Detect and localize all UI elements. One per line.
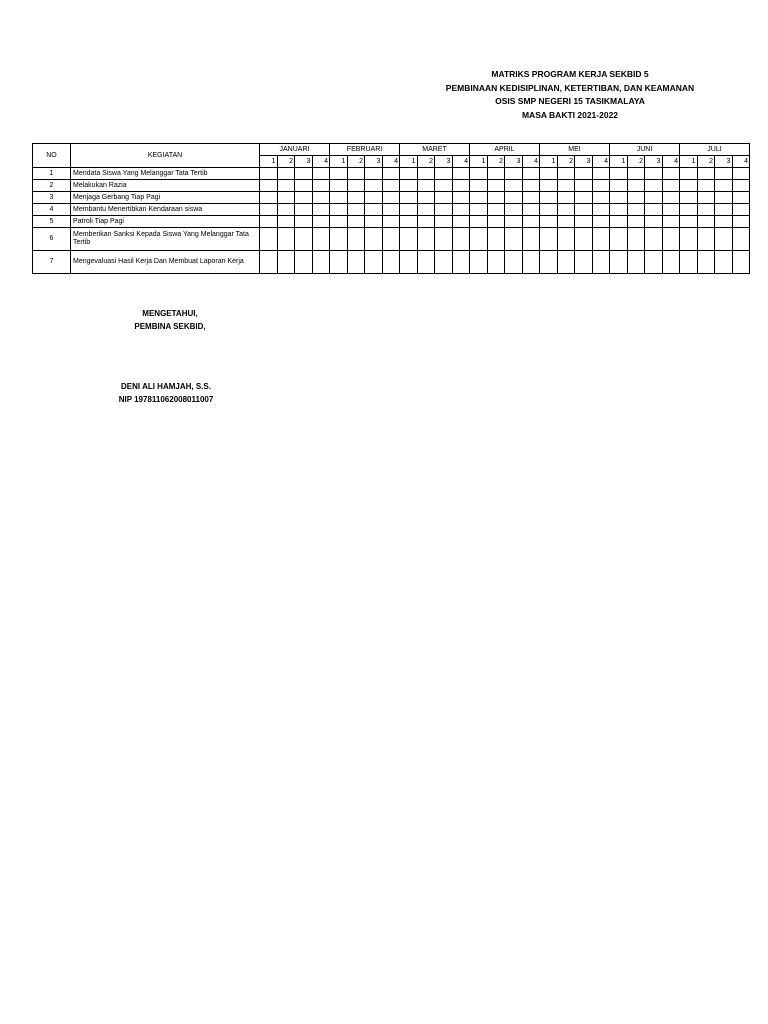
schedule-cell: [505, 216, 523, 228]
schedule-cell: [592, 180, 610, 192]
activity-cell: Mendata Siswa Yang Melanggar Tata Tertib: [71, 168, 260, 180]
schedule-cell: [715, 180, 733, 192]
schedule-cell: [295, 168, 313, 180]
schedule-cell: [540, 228, 558, 251]
schedule-cell: [382, 192, 400, 204]
schedule-cell: [540, 216, 558, 228]
schedule-cell: [400, 180, 418, 192]
month-header: JANUARI: [260, 144, 330, 156]
schedule-cell: [645, 228, 663, 251]
schedule-cell: [575, 216, 593, 228]
schedule-cell: [452, 204, 470, 216]
schedule-cell: [697, 204, 715, 216]
schedule-cell: [697, 228, 715, 251]
schedule-cell: [697, 168, 715, 180]
schedule-cell: [365, 168, 383, 180]
week-header: 3: [575, 156, 593, 168]
schedule-cell: [575, 228, 593, 251]
schedule-cell: [610, 168, 628, 180]
schedule-cell: [680, 192, 698, 204]
schedule-cell: [715, 168, 733, 180]
schedule-cell: [417, 228, 435, 251]
schedule-cell: [277, 216, 295, 228]
week-header: 4: [732, 156, 750, 168]
schedule-cell: [575, 180, 593, 192]
week-header: 2: [277, 156, 295, 168]
schedule-cell: [715, 228, 733, 251]
schedule-cell: [522, 251, 540, 274]
schedule-cell: [505, 180, 523, 192]
schedule-cell: [610, 228, 628, 251]
schedule-cell: [347, 204, 365, 216]
schedule-cell: [715, 204, 733, 216]
schedule-cell: [592, 251, 610, 274]
schedule-cell: [715, 192, 733, 204]
activity-header: KEGIATAN: [71, 144, 260, 168]
schedule-cell: [505, 192, 523, 204]
table-row: [33, 251, 750, 274]
schedule-cell: [680, 228, 698, 251]
schedule-cell: [540, 251, 558, 274]
week-header: 2: [347, 156, 365, 168]
schedule-cell: [400, 204, 418, 216]
schedule-cell: [662, 168, 680, 180]
schedule-cell: [662, 216, 680, 228]
schedule-cell: [330, 168, 348, 180]
schedule-cell: [732, 251, 750, 274]
schedule-cell: [627, 216, 645, 228]
table-row: [33, 192, 750, 204]
schedule-cell: [330, 204, 348, 216]
row-number: 6: [33, 228, 71, 251]
schedule-cell: [697, 192, 715, 204]
schedule-cell: [417, 204, 435, 216]
schedule-cell: [435, 180, 453, 192]
schedule-cell: [645, 216, 663, 228]
week-header: 1: [680, 156, 698, 168]
signatory-name: DENI ALI HAMJAH, S.S.: [121, 382, 211, 391]
week-header: 3: [645, 156, 663, 168]
week-header: 2: [557, 156, 575, 168]
schedule-cell: [295, 228, 313, 251]
schedule-cell: [277, 168, 295, 180]
schedule-cell: [732, 180, 750, 192]
schedule-cell: [365, 251, 383, 274]
activity-cell: Mengevaluasi Hasil Kerja Dan Membuat Laporan Kerja: [71, 251, 260, 274]
schedule-cell: [575, 192, 593, 204]
schedule-cell: [312, 180, 330, 192]
schedule-cell: [435, 228, 453, 251]
schedule-cell: [347, 192, 365, 204]
schedule-cell: [295, 216, 313, 228]
document-title: [400, 68, 740, 122]
schedule-cell: [470, 204, 488, 216]
schedule-cell: [347, 251, 365, 274]
schedule-cell: [540, 204, 558, 216]
schedule-cell: [610, 204, 628, 216]
schedule-cell: [382, 168, 400, 180]
schedule-cell: [557, 204, 575, 216]
table-row: [33, 180, 750, 192]
signatory-nip: NIP 197811062008011007: [118, 395, 214, 404]
schedule-cell: [557, 228, 575, 251]
schedule-cell: [382, 216, 400, 228]
schedule-cell: [592, 204, 610, 216]
schedule-cell: [557, 216, 575, 228]
schedule-cell: [260, 180, 278, 192]
schedule-cell: [557, 251, 575, 274]
schedule-cell: [452, 228, 470, 251]
schedule-cell: [540, 180, 558, 192]
schedule-cell: [365, 192, 383, 204]
schedule-cell: [522, 216, 540, 228]
schedule-cell: [365, 228, 383, 251]
schedule-cell: [645, 168, 663, 180]
schedule-cell: [295, 180, 313, 192]
schedule-cell: [365, 180, 383, 192]
week-header: 4: [662, 156, 680, 168]
table-row: [33, 228, 750, 251]
row-number: 3: [33, 192, 71, 204]
table-row: [33, 204, 750, 216]
schedule-cell: [382, 204, 400, 216]
week-header: 3: [365, 156, 383, 168]
table-row: [33, 216, 750, 228]
schedule-cell: [487, 228, 505, 251]
activity-cell: Memberikan Sanksi Kepada Siswa Yang Melanggar Tata Tertib: [71, 228, 260, 251]
schedule-cell: [592, 228, 610, 251]
week-header: 1: [610, 156, 628, 168]
schedule-cell: [557, 168, 575, 180]
schedule-cell: [470, 192, 488, 204]
week-header: 2: [487, 156, 505, 168]
week-header: 4: [452, 156, 470, 168]
schedule-cell: [312, 228, 330, 251]
schedule-cell: [382, 228, 400, 251]
schedule-cell: [557, 180, 575, 192]
schedule-cell: [610, 192, 628, 204]
schedule-cell: [627, 251, 645, 274]
schedule-cell: [347, 216, 365, 228]
week-header: 4: [312, 156, 330, 168]
schedule-cell: [452, 192, 470, 204]
schedule-cell: [732, 192, 750, 204]
schedule-cell: [400, 192, 418, 204]
schedule-cell: [732, 168, 750, 180]
schedule-cell: [505, 251, 523, 274]
schedule-cell: [347, 168, 365, 180]
approver-role: PEMBINA SEKBID,: [134, 322, 206, 331]
week-header: 3: [505, 156, 523, 168]
schedule-cell: [487, 204, 505, 216]
schedule-cell: [487, 168, 505, 180]
schedule-cell: [435, 192, 453, 204]
week-header: 1: [540, 156, 558, 168]
month-header: MEI: [540, 144, 610, 156]
schedule-cell: [645, 180, 663, 192]
schedule-cell: [435, 168, 453, 180]
schedule-cell: [452, 251, 470, 274]
row-number: 5: [33, 216, 71, 228]
week-header: 2: [627, 156, 645, 168]
schedule-cell: [435, 204, 453, 216]
week-header: 1: [260, 156, 278, 168]
schedule-cell: [277, 228, 295, 251]
schedule-cell: [487, 180, 505, 192]
week-header: 1: [470, 156, 488, 168]
approval-label: MENGETAHUI,: [142, 309, 198, 318]
week-header: 2: [697, 156, 715, 168]
schedule-cell: [330, 180, 348, 192]
schedule-cell: [417, 251, 435, 274]
schedule-cell: [697, 251, 715, 274]
schedule-cell: [382, 180, 400, 192]
schedule-cell: [522, 180, 540, 192]
month-header: APRIL: [470, 144, 540, 156]
schedule-cell: [470, 251, 488, 274]
schedule-cell: [295, 204, 313, 216]
month-header: JUNI: [610, 144, 680, 156]
activity-cell: Melakukan Razia: [71, 180, 260, 192]
approval-block: [100, 307, 240, 333]
schedule-cell: [610, 180, 628, 192]
schedule-cell: [277, 180, 295, 192]
schedule-cell: [312, 204, 330, 216]
schedule-cell: [522, 204, 540, 216]
schedule-cell: [732, 204, 750, 216]
schedule-cell: [470, 228, 488, 251]
week-header: 4: [592, 156, 610, 168]
schedule-cell: [452, 180, 470, 192]
activity-cell: Patroli Tiap Pagi: [71, 216, 260, 228]
schedule-cell: [522, 192, 540, 204]
schedule-cell: [452, 216, 470, 228]
schedule-cell: [470, 216, 488, 228]
schedule-cell: [610, 216, 628, 228]
schedule-cell: [627, 228, 645, 251]
schedule-cell: [260, 168, 278, 180]
schedule-cell: [347, 228, 365, 251]
schedule-cell: [330, 228, 348, 251]
schedule-cell: [645, 192, 663, 204]
schedule-cell: [505, 228, 523, 251]
schedule-cell: [295, 192, 313, 204]
schedule-cell: [260, 216, 278, 228]
schedule-cell: [522, 168, 540, 180]
schedule-cell: [540, 192, 558, 204]
schedule-cell: [312, 216, 330, 228]
schedule-cell: [575, 204, 593, 216]
schedule-cell: [417, 180, 435, 192]
schedule-cell: [435, 216, 453, 228]
schedule-cell: [575, 251, 593, 274]
signatory-block: [96, 380, 236, 406]
title-line-3: OSIS SMP NEGERI 15 TASIKMALAYA: [495, 96, 645, 106]
schedule-cell: [277, 251, 295, 274]
schedule-cell: [592, 192, 610, 204]
week-header: 3: [715, 156, 733, 168]
schedule-cell: [627, 168, 645, 180]
schedule-cell: [645, 204, 663, 216]
schedule-cell: [732, 216, 750, 228]
week-header: 1: [330, 156, 348, 168]
schedule-cell: [400, 168, 418, 180]
activity-cell: Menjaga Gerbang Tiap Pagi: [71, 192, 260, 204]
schedule-cell: [680, 180, 698, 192]
schedule-cell: [505, 168, 523, 180]
row-number: 1: [33, 168, 71, 180]
schedule-cell: [487, 192, 505, 204]
schedule-cell: [697, 180, 715, 192]
schedule-cell: [400, 216, 418, 228]
row-number: 4: [33, 204, 71, 216]
schedule-cell: [417, 192, 435, 204]
schedule-cell: [277, 204, 295, 216]
activity-cell: Membantu Menertibkan Kendaraan siswa: [71, 204, 260, 216]
schedule-cell: [417, 168, 435, 180]
schedule-cell: [680, 251, 698, 274]
schedule-cell: [330, 216, 348, 228]
schedule-cell: [575, 168, 593, 180]
schedule-cell: [400, 251, 418, 274]
title-line-1: MATRIKS PROGRAM KERJA SEKBID 5: [491, 69, 649, 79]
schedule-cell: [680, 168, 698, 180]
week-header: 1: [400, 156, 418, 168]
schedule-cell: [487, 216, 505, 228]
month-header: JULI: [680, 144, 750, 156]
schedule-cell: [540, 168, 558, 180]
schedule-cell: [715, 216, 733, 228]
week-header: 3: [295, 156, 313, 168]
title-line-2: PEMBINAAN KEDISIPLINAN, KETERTIBAN, DAN KEAMANAN: [445, 82, 695, 93]
table-row: [33, 168, 750, 180]
schedule-cell: [470, 168, 488, 180]
title-line-4: MASA BAKTI 2021-2022: [521, 109, 619, 120]
schedule-cell: [382, 251, 400, 274]
schedule-cell: [645, 251, 663, 274]
week-header: 4: [522, 156, 540, 168]
row-number: 7: [33, 251, 71, 274]
week-header: 2: [417, 156, 435, 168]
month-header: FEBRUARI: [330, 144, 400, 156]
schedule-cell: [662, 251, 680, 274]
schedule-cell: [330, 192, 348, 204]
schedule-cell: [662, 204, 680, 216]
schedule-cell: [347, 180, 365, 192]
schedule-cell: [435, 251, 453, 274]
schedule-cell: [697, 216, 715, 228]
schedule-cell: [365, 204, 383, 216]
schedule-cell: [260, 228, 278, 251]
schedule-cell: [662, 192, 680, 204]
schedule-cell: [662, 228, 680, 251]
schedule-cell: [260, 192, 278, 204]
schedule-cell: [312, 251, 330, 274]
schedule-cell: [680, 204, 698, 216]
schedule-cell: [452, 168, 470, 180]
schedule-cell: [627, 204, 645, 216]
week-header: 4: [382, 156, 400, 168]
schedule-cell: [715, 251, 733, 274]
row-number: 2: [33, 180, 71, 192]
program-matrix-table: [32, 143, 750, 274]
schedule-cell: [627, 180, 645, 192]
schedule-cell: [260, 204, 278, 216]
schedule-cell: [592, 168, 610, 180]
week-header: 3: [435, 156, 453, 168]
schedule-cell: [732, 228, 750, 251]
schedule-cell: [365, 216, 383, 228]
schedule-cell: [295, 251, 313, 274]
month-header: MARET: [400, 144, 470, 156]
schedule-cell: [417, 216, 435, 228]
schedule-cell: [470, 180, 488, 192]
schedule-cell: [610, 251, 628, 274]
schedule-cell: [592, 216, 610, 228]
schedule-cell: [627, 192, 645, 204]
schedule-cell: [505, 204, 523, 216]
schedule-cell: [400, 228, 418, 251]
month-header-row: [33, 144, 750, 156]
no-header: NO: [33, 144, 71, 168]
schedule-cell: [662, 180, 680, 192]
schedule-cell: [557, 192, 575, 204]
schedule-cell: [680, 216, 698, 228]
schedule-cell: [487, 251, 505, 274]
schedule-cell: [277, 192, 295, 204]
schedule-cell: [312, 192, 330, 204]
schedule-cell: [260, 251, 278, 274]
schedule-cell: [312, 168, 330, 180]
schedule-cell: [330, 251, 348, 274]
schedule-cell: [522, 228, 540, 251]
